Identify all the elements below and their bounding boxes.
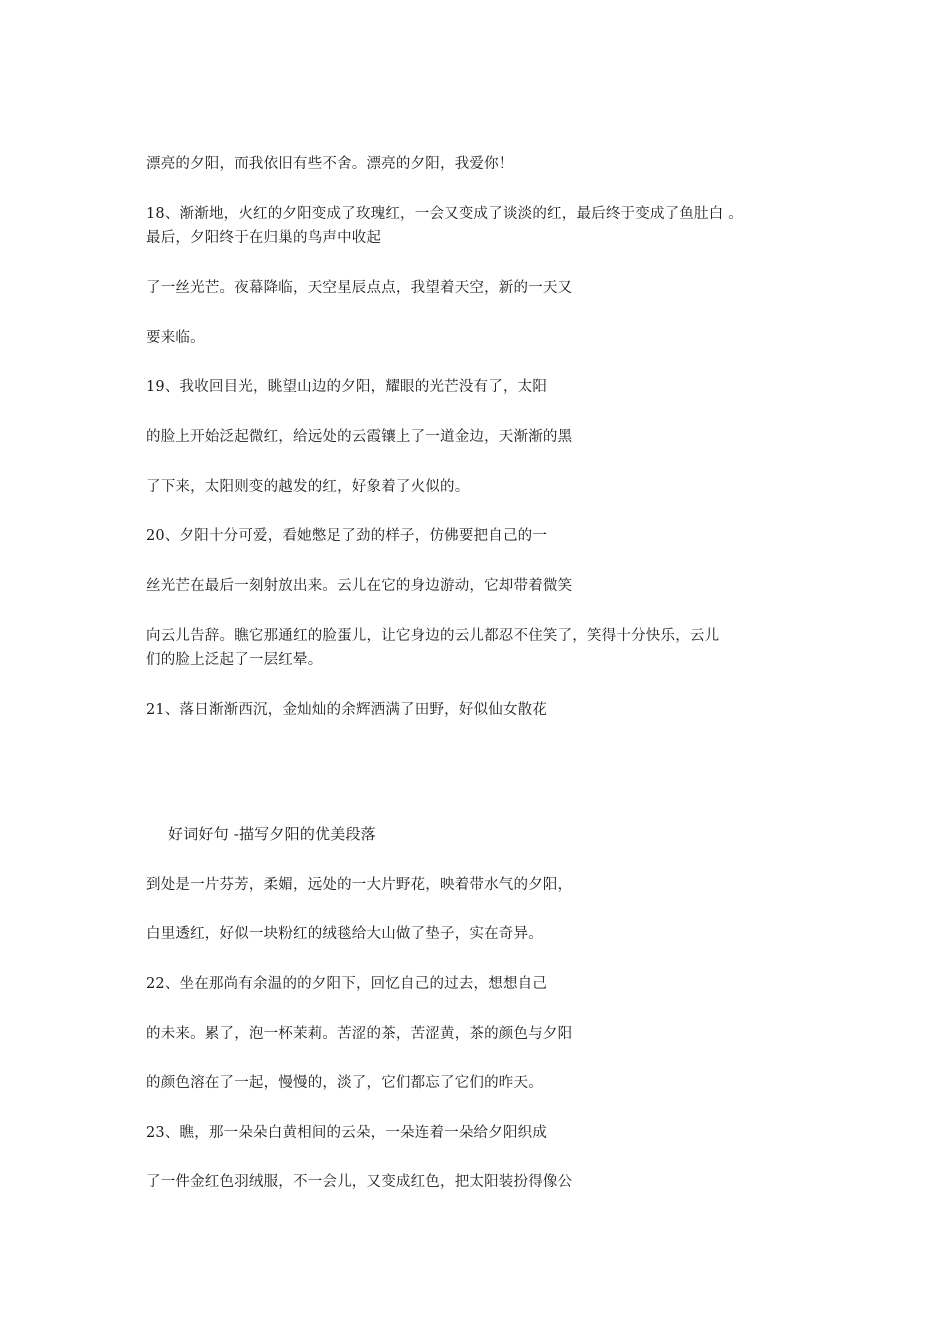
paragraph-line: 了下来，太阳则变的越发的红，好象着了火似的。 bbox=[146, 479, 470, 495]
paragraph-line: 22、坐在那尚有余温的的夕阳下，回忆自己的过去，想想自己 bbox=[146, 976, 548, 992]
paragraph-line: 了一丝光芒。夜幕降临，天空星辰点点，我望着天空，新的一天又 bbox=[146, 280, 573, 296]
paragraph-line: 丝光芒在最后一刻射放出来。云儿在它的身边游动，它却带着微笑 bbox=[146, 578, 573, 594]
paragraph-line: 的颜色溶在了一起，慢慢的，淡了，它们都忘了它们的昨天。 bbox=[146, 1075, 543, 1091]
paragraph-line: 18、渐渐地，火红的夕阳变成了玫瑰红，一会又变成了谈淡的红，最后终于变成了鱼肚白 。 bbox=[146, 206, 743, 222]
paragraph-line: 23、瞧，那一朵朵白黄相间的云朵，一朵连着一朵给夕阳织成 bbox=[146, 1125, 548, 1141]
paragraph-line: 19、我收回目光，眺望山边的夕阳，耀眼的光芒没有了，太阳 bbox=[146, 379, 548, 395]
paragraph-line: 的脸上开始泛起微红，给远处的云霞镶上了一道金边，天渐渐的黑 bbox=[146, 429, 573, 445]
paragraph-line: 向云儿告辞。瞧它那通红的脸蛋儿，让它身边的云儿都忍不住笑了，笑得十分快乐，云儿 bbox=[146, 628, 720, 644]
paragraph-line: 们的脸上泛起了一层红晕。 bbox=[146, 652, 323, 668]
paragraph-line: 到处是一片芬芳，柔媚，远处的一大片野花，映着带水气的夕阳， bbox=[146, 877, 573, 893]
paragraph-line: 漂亮的夕阳，而我依旧有些不舍。漂亮的夕阳，我爱你！ bbox=[146, 156, 514, 172]
paragraph-line: 最后，夕阳终于在归巢的鸟声中收起 bbox=[146, 230, 382, 246]
paragraph-line: 的未来。累了，泡一杯茉莉。苦涩的茶，苦涩黄，茶的颜色与夕阳 bbox=[146, 1026, 573, 1042]
paragraph-line: 白里透红，好似一块粉红的绒毯给大山做了垫子，实在奇异。 bbox=[146, 926, 543, 942]
section-heading: 好词好句 -描写夕阳的优美段落 bbox=[168, 825, 376, 843]
paragraph-line: 要来临。 bbox=[146, 330, 205, 346]
paragraph-line: 21、落日渐渐西沉，金灿灿的余辉洒满了田野，好似仙女散花 bbox=[146, 702, 548, 718]
paragraph-line: 了一件金红色羽绒服，不一会儿，又变成红色，把太阳装扮得像公 bbox=[146, 1174, 573, 1190]
paragraph-line: 20、夕阳十分可爱，看她憋足了劲的样子，仿佛要把自己的一 bbox=[146, 528, 548, 544]
